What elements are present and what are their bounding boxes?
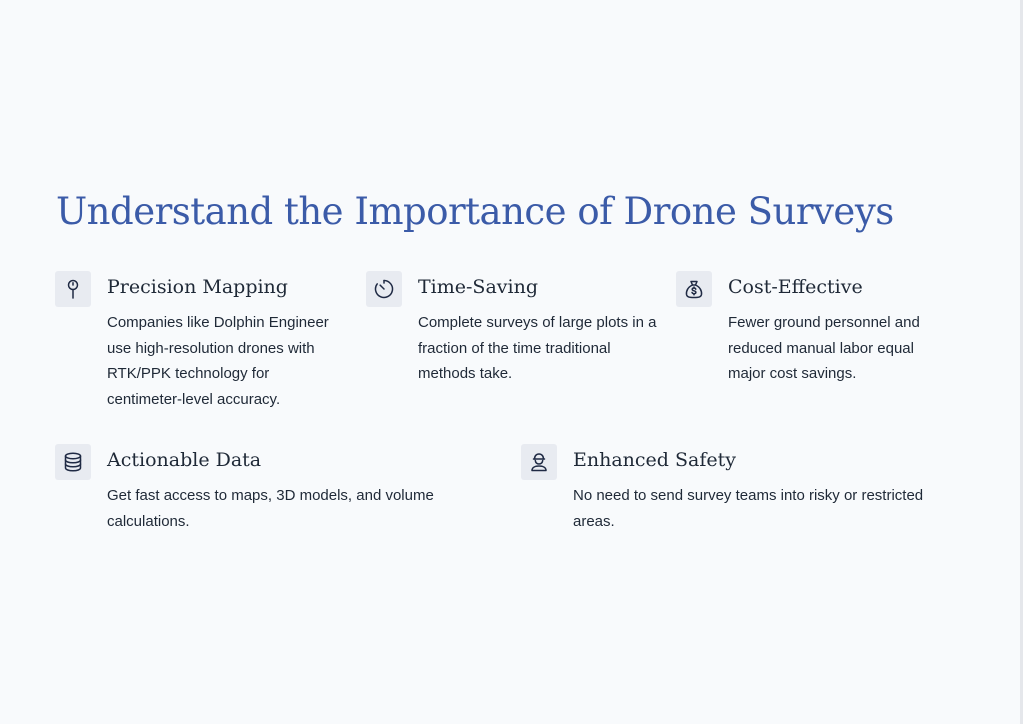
- feature-title: Enhanced Safety: [573, 449, 736, 471]
- page-title: Understand the Importance of Drone Surveys: [56, 190, 894, 233]
- database-icon: [55, 444, 91, 480]
- feature-title: Cost-Effective: [728, 276, 863, 298]
- feature-title: Precision Mapping: [107, 276, 288, 298]
- feature-time-saving: [366, 271, 666, 387]
- feature-cost-effective: [676, 271, 976, 387]
- feature-text: [418, 271, 663, 387]
- feature-description: No need to send survey teams into risky or restricted areas.: [573, 487, 924, 530]
- money-bag-icon: [676, 271, 712, 307]
- feature-enhanced-safety: [521, 444, 961, 534]
- feature-text: [728, 271, 943, 387]
- feature-description: Companies like Dolphin Engineer use high-resolution drones with RTK/PPK technology for centimeter-level accuracy.: [107, 314, 329, 408]
- timer-icon: [366, 271, 402, 307]
- feature-precision-mapping: [55, 271, 355, 412]
- feature-description: Fewer ground personnel and reduced manual labor equal major cost savings.: [728, 314, 920, 382]
- feature-description: Get fast access to maps, 3D models, and volume calculations.: [107, 487, 434, 530]
- worker-icon: [521, 444, 557, 480]
- feature-actionable-data: [55, 444, 495, 534]
- feature-description: Complete surveys of large plots in a fraction of the time traditional methods take.: [418, 314, 657, 382]
- feature-title: Actionable Data: [107, 449, 262, 471]
- map-pin-icon: [55, 271, 91, 307]
- feature-text: [107, 444, 477, 534]
- feature-title: Time-Saving: [418, 276, 538, 298]
- feature-text: [107, 271, 347, 412]
- feature-text: [573, 444, 953, 534]
